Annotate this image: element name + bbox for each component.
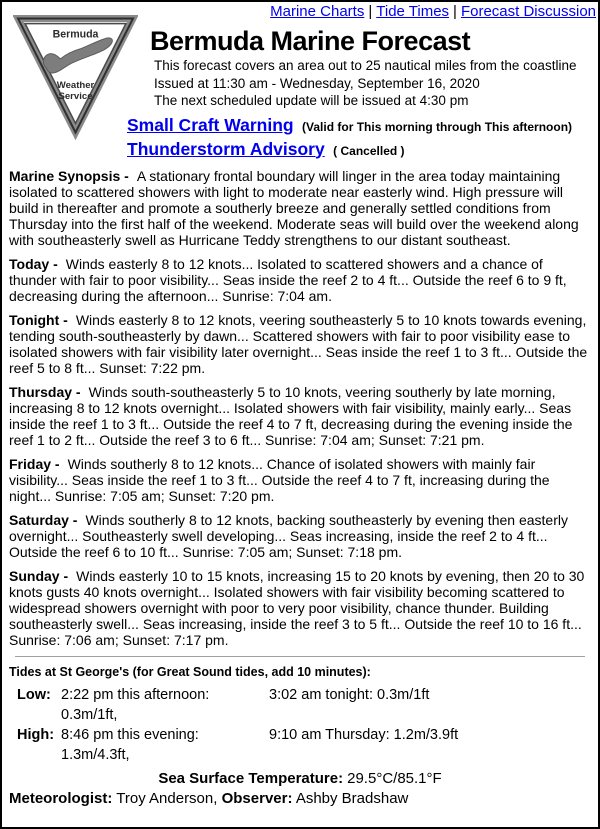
- title-block: [127, 26, 598, 162]
- tide-low-label: Low:: [17, 687, 51, 703]
- forecast-friday-text: Winds southerly 8 to 12 knots... Chance of isolated showers with mainly fair visibility... Seas inside the reef 1 to 3 ft... Outside the reef 4 to 7 ft, increasing during the night... Sunrise: 7:05 am; Sunset: 7:20 pm.: [9, 456, 550, 504]
- forecast-friday-label: Friday -: [9, 456, 60, 472]
- forecast-thursday-label: Thursday -: [9, 384, 81, 400]
- nav-separator: |: [368, 3, 373, 20]
- forecast-sunday-text: Winds easterly 10 to 15 knots, increasing 15 to 20 knots by evening, then 20 to 30 knots gusts 40 knots overnight... Isolated showers with fair visibility becoming scattered to widespread showers overnight with poor to very poor visibility, chance thunder. Building southeasterly swell... Seas increasing, inside the reef 3 to 5 ft... Outside the reef 10 to 16 ft... Sunrise: 7:06 am; Sunset: 7:17 pm.: [9, 568, 585, 648]
- footer-credits: [2, 790, 598, 810]
- tide-high-first: 8:46 pm this evening: 1.3m/4.3ft,: [61, 727, 199, 763]
- forecast-tonight-text: Winds easterly 8 to 12 knots, veering southeasterly 5 to 10 knots towards evening, tending south-southeasterly by dawn... Scattered showers with fair to poor visibility ease to isolated showers with fair visibility later overnight... Seas inside the reef 1 to 3 ft... Outside the reef 5 to 8 ft... Sunset: 7:22 pm.: [9, 312, 588, 376]
- forecast-saturday-paragraph: [9, 512, 591, 560]
- forecast-friday-paragraph: [9, 456, 591, 504]
- forecast-sunday-paragraph: [9, 568, 591, 648]
- forecast-saturday-text: Winds southerly 8 to 12 knots, backing southeasterly by evening then easterly overnight... Southeasterly swell developing... Seas increasing, inside the reef 2 to 4 ft... Outside the reef 6 to 10 ft... Sunrise: 7:05 am; Sunset: 7:18 pm.: [9, 512, 568, 560]
- tide-low-first: 2:22 pm this afternoon: 0.3m/1ft,: [61, 687, 210, 723]
- nav-link-tide-times[interactable]: Tide Times: [376, 3, 450, 20]
- forecast-tonight-label: Tonight -: [9, 312, 68, 328]
- marine-synopsis-paragraph: [9, 168, 591, 248]
- forecast-body: [2, 160, 598, 648]
- observer-label: Observer:: [221, 790, 293, 807]
- sea-surface-temperature-label: Sea Surface Temperature:: [158, 770, 344, 787]
- meteorologist-name: Troy Anderson,: [116, 790, 218, 807]
- forecast-today-paragraph: [9, 256, 591, 304]
- section-divider: [15, 656, 585, 657]
- logo-text-bermuda: Bermuda: [52, 28, 99, 41]
- small-craft-warning-validity: (Valid for This morning through This afternoon): [302, 119, 573, 134]
- tide-row-low: [2, 685, 598, 725]
- warnings: [127, 114, 598, 162]
- sea-surface-temperature-value: 29.5°C/85.1°F: [347, 770, 442, 787]
- coverage-note: This forecast covers an area out to 25 nautical miles from the coastline: [154, 58, 577, 73]
- forecast-sunday-label: Sunday -: [9, 568, 69, 584]
- tide-high-second: 9:10 am Thursday: 1.2m/3.9ft: [269, 727, 459, 743]
- tides-section: [2, 665, 598, 787]
- tide-low-second: 3:02 am tonight: 0.3m/1ft: [269, 687, 430, 703]
- logo-text-weather: Weather: [56, 80, 95, 92]
- next-update-note: The next scheduled update will be issued at 4:30 pm: [154, 93, 469, 108]
- top-nav: [270, 3, 596, 20]
- small-craft-warning-link[interactable]: Small Craft Warning: [127, 114, 294, 135]
- thunderstorm-advisory-link[interactable]: Thunderstorm Advisory: [127, 138, 325, 159]
- forecast-saturday-label: Saturday -: [9, 512, 78, 528]
- nav-separator: |: [453, 3, 457, 20]
- thunderstorm-advisory-status: ( Cancelled ): [333, 143, 405, 158]
- header: [2, 2, 598, 160]
- small-craft-warning-line: [127, 114, 598, 138]
- forecast-thursday-paragraph: [9, 384, 591, 448]
- meteorologist-label: Meteorologist:: [9, 790, 113, 807]
- tide-row-high: [2, 725, 598, 765]
- logo-text-service: Service: [58, 91, 93, 103]
- observer-name: Ashby Bradshaw: [295, 790, 409, 807]
- page-title: Bermuda Marine Forecast: [150, 26, 471, 56]
- nav-link-marine-charts[interactable]: Marine Charts: [270, 3, 365, 20]
- marine-synopsis-label: Marine Synopsis -: [9, 168, 129, 184]
- forecast-tonight-paragraph: [9, 312, 591, 376]
- tide-high-label: High:: [17, 727, 55, 743]
- nav-link-forecast-discussion[interactable]: Forecast Discussion: [460, 3, 596, 20]
- forecast-today-label: Today -: [9, 256, 58, 272]
- forecast-today-text: Winds easterly 8 to 12 knots... Isolated to scattered showers and a chance of thunder with fair to poor visibility... Seas inside the reef 2 to 4 ft... Outside the reef 6 to 9 ft, decreasing during the afternoon... Sunrise: 7:04 am.: [9, 256, 567, 304]
- forecast-thursday-text: Winds south-southeasterly 5 to 10 knots, veering southerly by late morning, increasing 8 to 12 knots overnight... Isolated showers with fair visibility, mainly early... Seas inside the reef 1 to 3 ft... Outside the reef 4 to 7 ft, decreasing during the evening inside the reef 1 to 2 ft... Outside the reef 3 to 6 ft... Sunrise: 7:04 am; Sunset: 7:21 pm.: [9, 384, 573, 448]
- marine-synopsis-text: A stationary frontal boundary will linger in the area today maintaining isolated to scattered showers with light to moderate near easterly wind. High pressure will build in thereafter and promote a southerly breeze and generally settled conditions from Thursday into the first half of the weekend. Moderate seas will build over the weekend along with southeasterly swell as Hurricane Teddy strengthens to our distant southeast.: [9, 168, 579, 248]
- issued-timestamp: Issued at 11:30 am - Wednesday, September 16, 2020: [154, 75, 480, 91]
- bermuda-weather-service-logo-icon: [13, 8, 138, 142]
- tides-heading: Tides at St George's (for Great Sound tides, add 10 minutes):: [9, 665, 371, 679]
- sea-surface-temperature-line: [2, 770, 598, 787]
- thunderstorm-advisory-line: [127, 138, 598, 162]
